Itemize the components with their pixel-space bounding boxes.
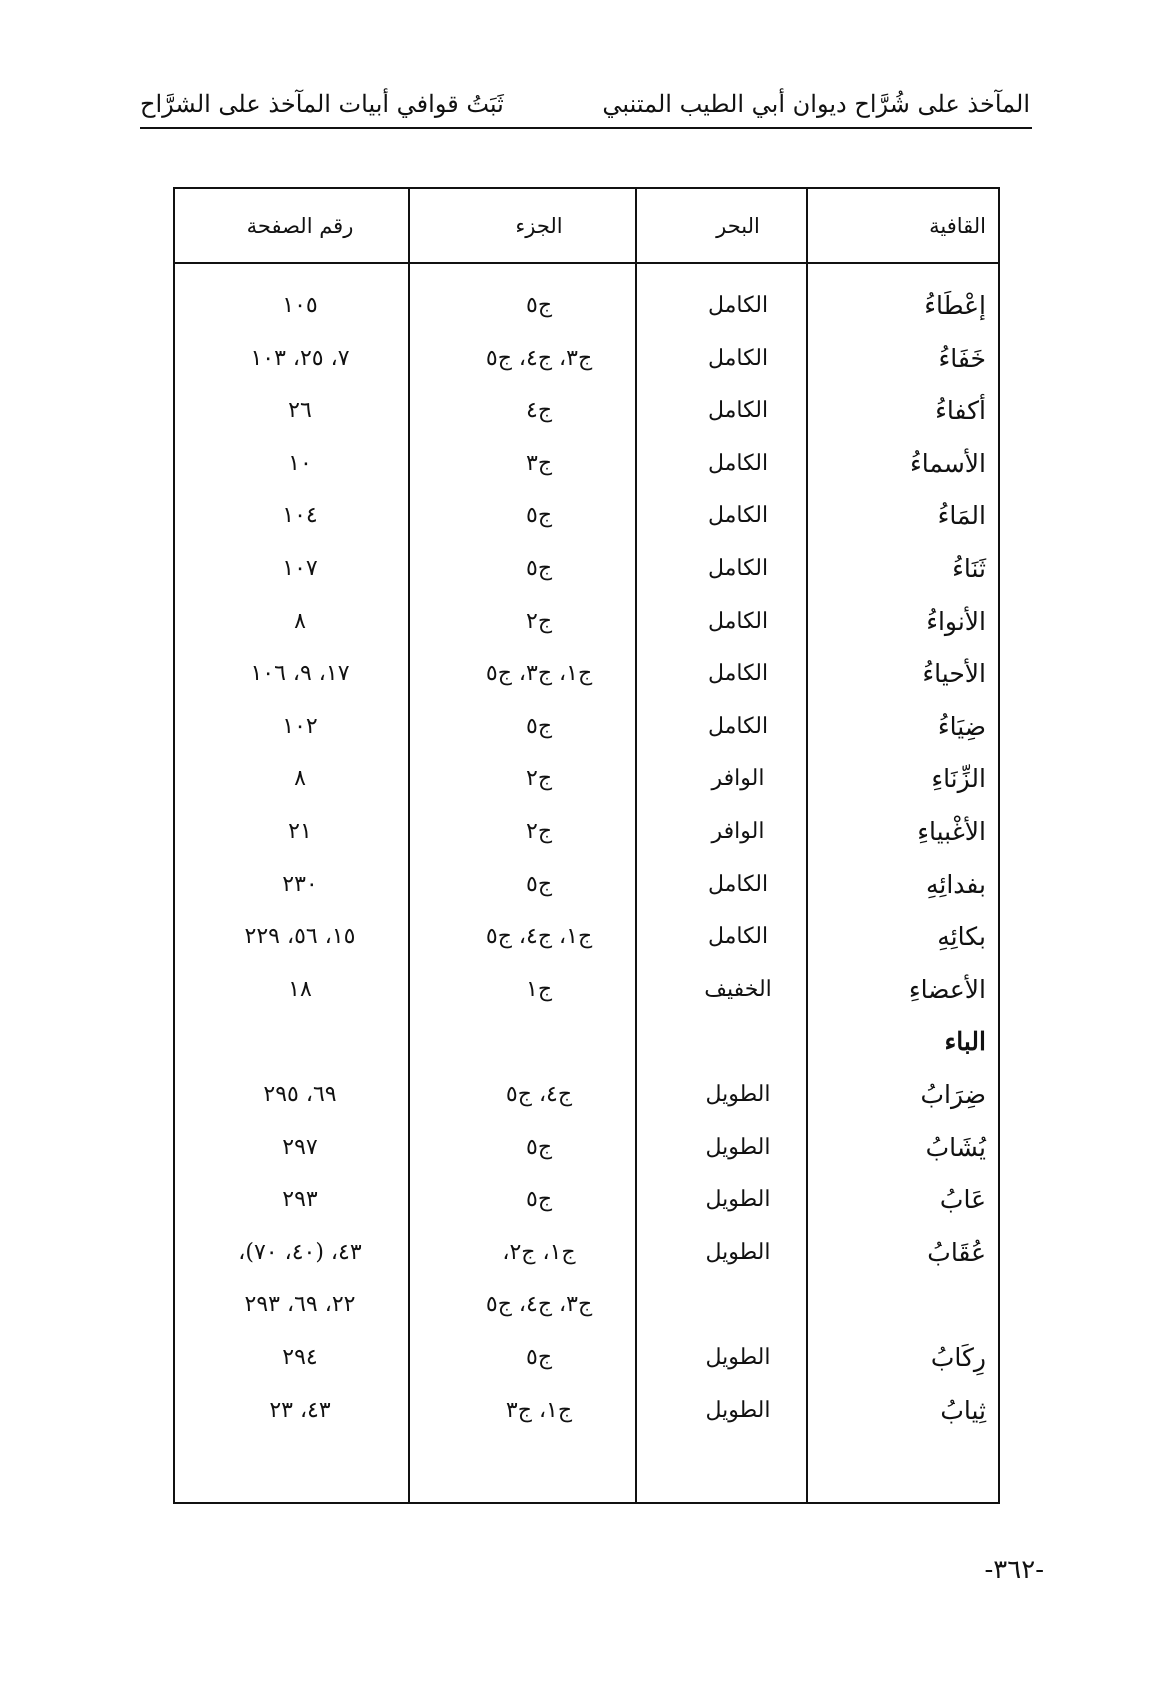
- meter-cell: الكامل: [707, 924, 769, 949]
- meter-cell: [658, 1280, 818, 1330]
- page-ref-cell: ٤٣، (٤٠، ٧٠)،: [238, 1240, 362, 1265]
- rhyme-cell: الأنواءُ: [926, 607, 986, 636]
- meter-cell: الكامل: [707, 609, 769, 634]
- rhyme-cell: الأحياءُ: [922, 659, 986, 688]
- meter-cell: الكامل: [707, 872, 769, 897]
- volume-cell: ج٥: [525, 714, 553, 739]
- rhyme-cell: إعْطَاءُ: [924, 291, 986, 320]
- volume-cell: ج١، ج٣: [505, 1398, 573, 1423]
- header-divider: [175, 262, 998, 264]
- page-ref-cell: ١٠٢: [282, 714, 318, 739]
- volume-cell: ج٥: [525, 556, 553, 581]
- page-ref-cell: ٨: [294, 766, 306, 791]
- running-header: [140, 82, 1030, 130]
- meter-cell: الخفيف: [704, 977, 772, 1002]
- meter-cell: الوافر: [711, 819, 765, 844]
- meter-cell: الطويل: [705, 1240, 771, 1265]
- page-ref-cell: ٢٢، ٦٩، ٢٩٣: [244, 1292, 356, 1317]
- rhyme-cell: الأسماءُ: [910, 449, 986, 478]
- rhyme-cell: ثَنَاءُ: [952, 554, 986, 583]
- page-ref-cell: ٢٩٤: [282, 1345, 318, 1370]
- rhyme-cell: الزِّنَاءِ: [931, 764, 986, 793]
- volume-cell: ج٢: [525, 766, 553, 791]
- rhyme-cell: ضِرَابُ: [920, 1080, 986, 1109]
- meter-cell: الكامل: [707, 398, 769, 423]
- volume-cell: ج٥: [525, 1345, 553, 1370]
- section-heading: الباء: [944, 1027, 986, 1056]
- meter-cell: الكامل: [707, 451, 769, 476]
- rhyme-cell: عُقَابُ: [927, 1238, 986, 1267]
- page-ref-cell: ٧، ٢٥، ١٠٣: [250, 346, 350, 371]
- meter-cell: الطويل: [705, 1187, 771, 1212]
- meter-cell: الطويل: [705, 1398, 771, 1423]
- volume-cell: ج٥: [525, 872, 553, 897]
- meter-cell: الطويل: [705, 1135, 771, 1160]
- volume-cell: ج٤، ج٥: [505, 1082, 573, 1107]
- column-header-bahr: البحر: [716, 214, 760, 238]
- page-number: -٣٦٢-: [984, 1555, 1044, 1585]
- volume-cell: ج٢: [525, 609, 553, 634]
- rhyme-cell: [826, 1280, 986, 1330]
- meter-cell: الكامل: [707, 556, 769, 581]
- volume-cell: ج٥: [525, 1187, 553, 1212]
- header-rule: [140, 127, 1032, 129]
- rhyme-cell: عَابُ: [939, 1185, 986, 1214]
- rhyme-index-table: [173, 187, 1000, 1504]
- column-header-page: رقم الصفحة: [246, 214, 354, 238]
- page-ref-cell: ٢٩٧: [282, 1135, 318, 1160]
- page-ref-cell: ٢٩٣: [282, 1187, 318, 1212]
- page-ref-cell: ٤٣، ٢٣: [269, 1398, 331, 1423]
- section-title: ثَبَتُ قوافي أبيات المآخذ على الشرَّاح: [140, 90, 504, 118]
- volume-cell: ج٥: [525, 293, 553, 318]
- page-ref-cell: ١٧، ٩، ١٠٦: [250, 661, 350, 686]
- volume-cell: ج١، ج٣، ج٥: [485, 661, 593, 686]
- rhyme-cell: الأغْبياءِ: [917, 817, 986, 846]
- meter-cell: الكامل: [707, 714, 769, 739]
- meter-cell: الكامل: [707, 503, 769, 528]
- rhyme-cell: ضِيَاءُ: [937, 712, 986, 741]
- meter-cell: الكامل: [707, 293, 769, 318]
- volume-cell: ج٤: [525, 398, 553, 423]
- book-title: المآخذ على شُرَّاح ديوان أبي الطيب المتنبي: [602, 90, 1030, 118]
- rhyme-cell: بفدائِهِ: [925, 870, 986, 899]
- meter-cell: الطويل: [705, 1082, 771, 1107]
- meter-cell: الطويل: [705, 1345, 771, 1370]
- column-header-juz: الجزء: [515, 214, 563, 238]
- volume-cell: ج٥: [525, 503, 553, 528]
- page-ref-cell: ١٥، ٥٦، ٢٢٩: [244, 924, 356, 949]
- page-ref-cell: ١٠: [288, 451, 312, 476]
- rhyme-cell: رِكَابُ: [930, 1343, 986, 1372]
- page-ref-cell: ٢٣٠: [282, 872, 318, 897]
- rhyme-cell: المَاءُ: [937, 501, 986, 530]
- rhyme-cell: بكائِهِ: [937, 922, 986, 951]
- volume-cell: ج٢: [525, 819, 553, 844]
- volume-cell: ج٣، ج٤، ج٥: [485, 346, 593, 371]
- page-ref-cell: ٦٩، ٢٩٥: [263, 1082, 337, 1107]
- meter-cell: الوافر: [711, 766, 765, 791]
- volume-cell: ج١: [525, 977, 553, 1002]
- rhyme-cell: ثِيابُ: [940, 1396, 986, 1425]
- page-ref-cell: ١٨: [288, 977, 312, 1002]
- volume-cell: ج٣، ج٤، ج٥: [485, 1292, 593, 1317]
- page-ref-cell: ١٠٧: [282, 556, 318, 581]
- rhyme-cell: الأعضاءِ: [908, 975, 986, 1004]
- volume-cell: ج٥: [525, 1135, 553, 1160]
- volume-cell: ج١، ج٢،: [502, 1240, 576, 1265]
- rhyme-cell: أكفاءُ: [935, 396, 986, 425]
- page-ref-cell: ٨: [294, 609, 306, 634]
- volume-cell: ج١، ج٤، ج٥: [485, 924, 593, 949]
- rhyme-cell: خَفَاءُ: [938, 344, 986, 373]
- page-ref-cell: ١٠٥: [282, 293, 318, 318]
- meter-cell: الكامل: [707, 346, 769, 371]
- rhyme-cell: يُشَابُ: [925, 1133, 986, 1162]
- column-header-qafia: القافية: [929, 214, 986, 238]
- volume-cell: ج٣: [525, 451, 553, 476]
- page-ref-cell: ١٠٤: [282, 503, 318, 528]
- page-ref-cell: ٢١: [288, 819, 312, 844]
- meter-cell: الكامل: [707, 661, 769, 686]
- page-ref-cell: ٢٦: [288, 398, 312, 423]
